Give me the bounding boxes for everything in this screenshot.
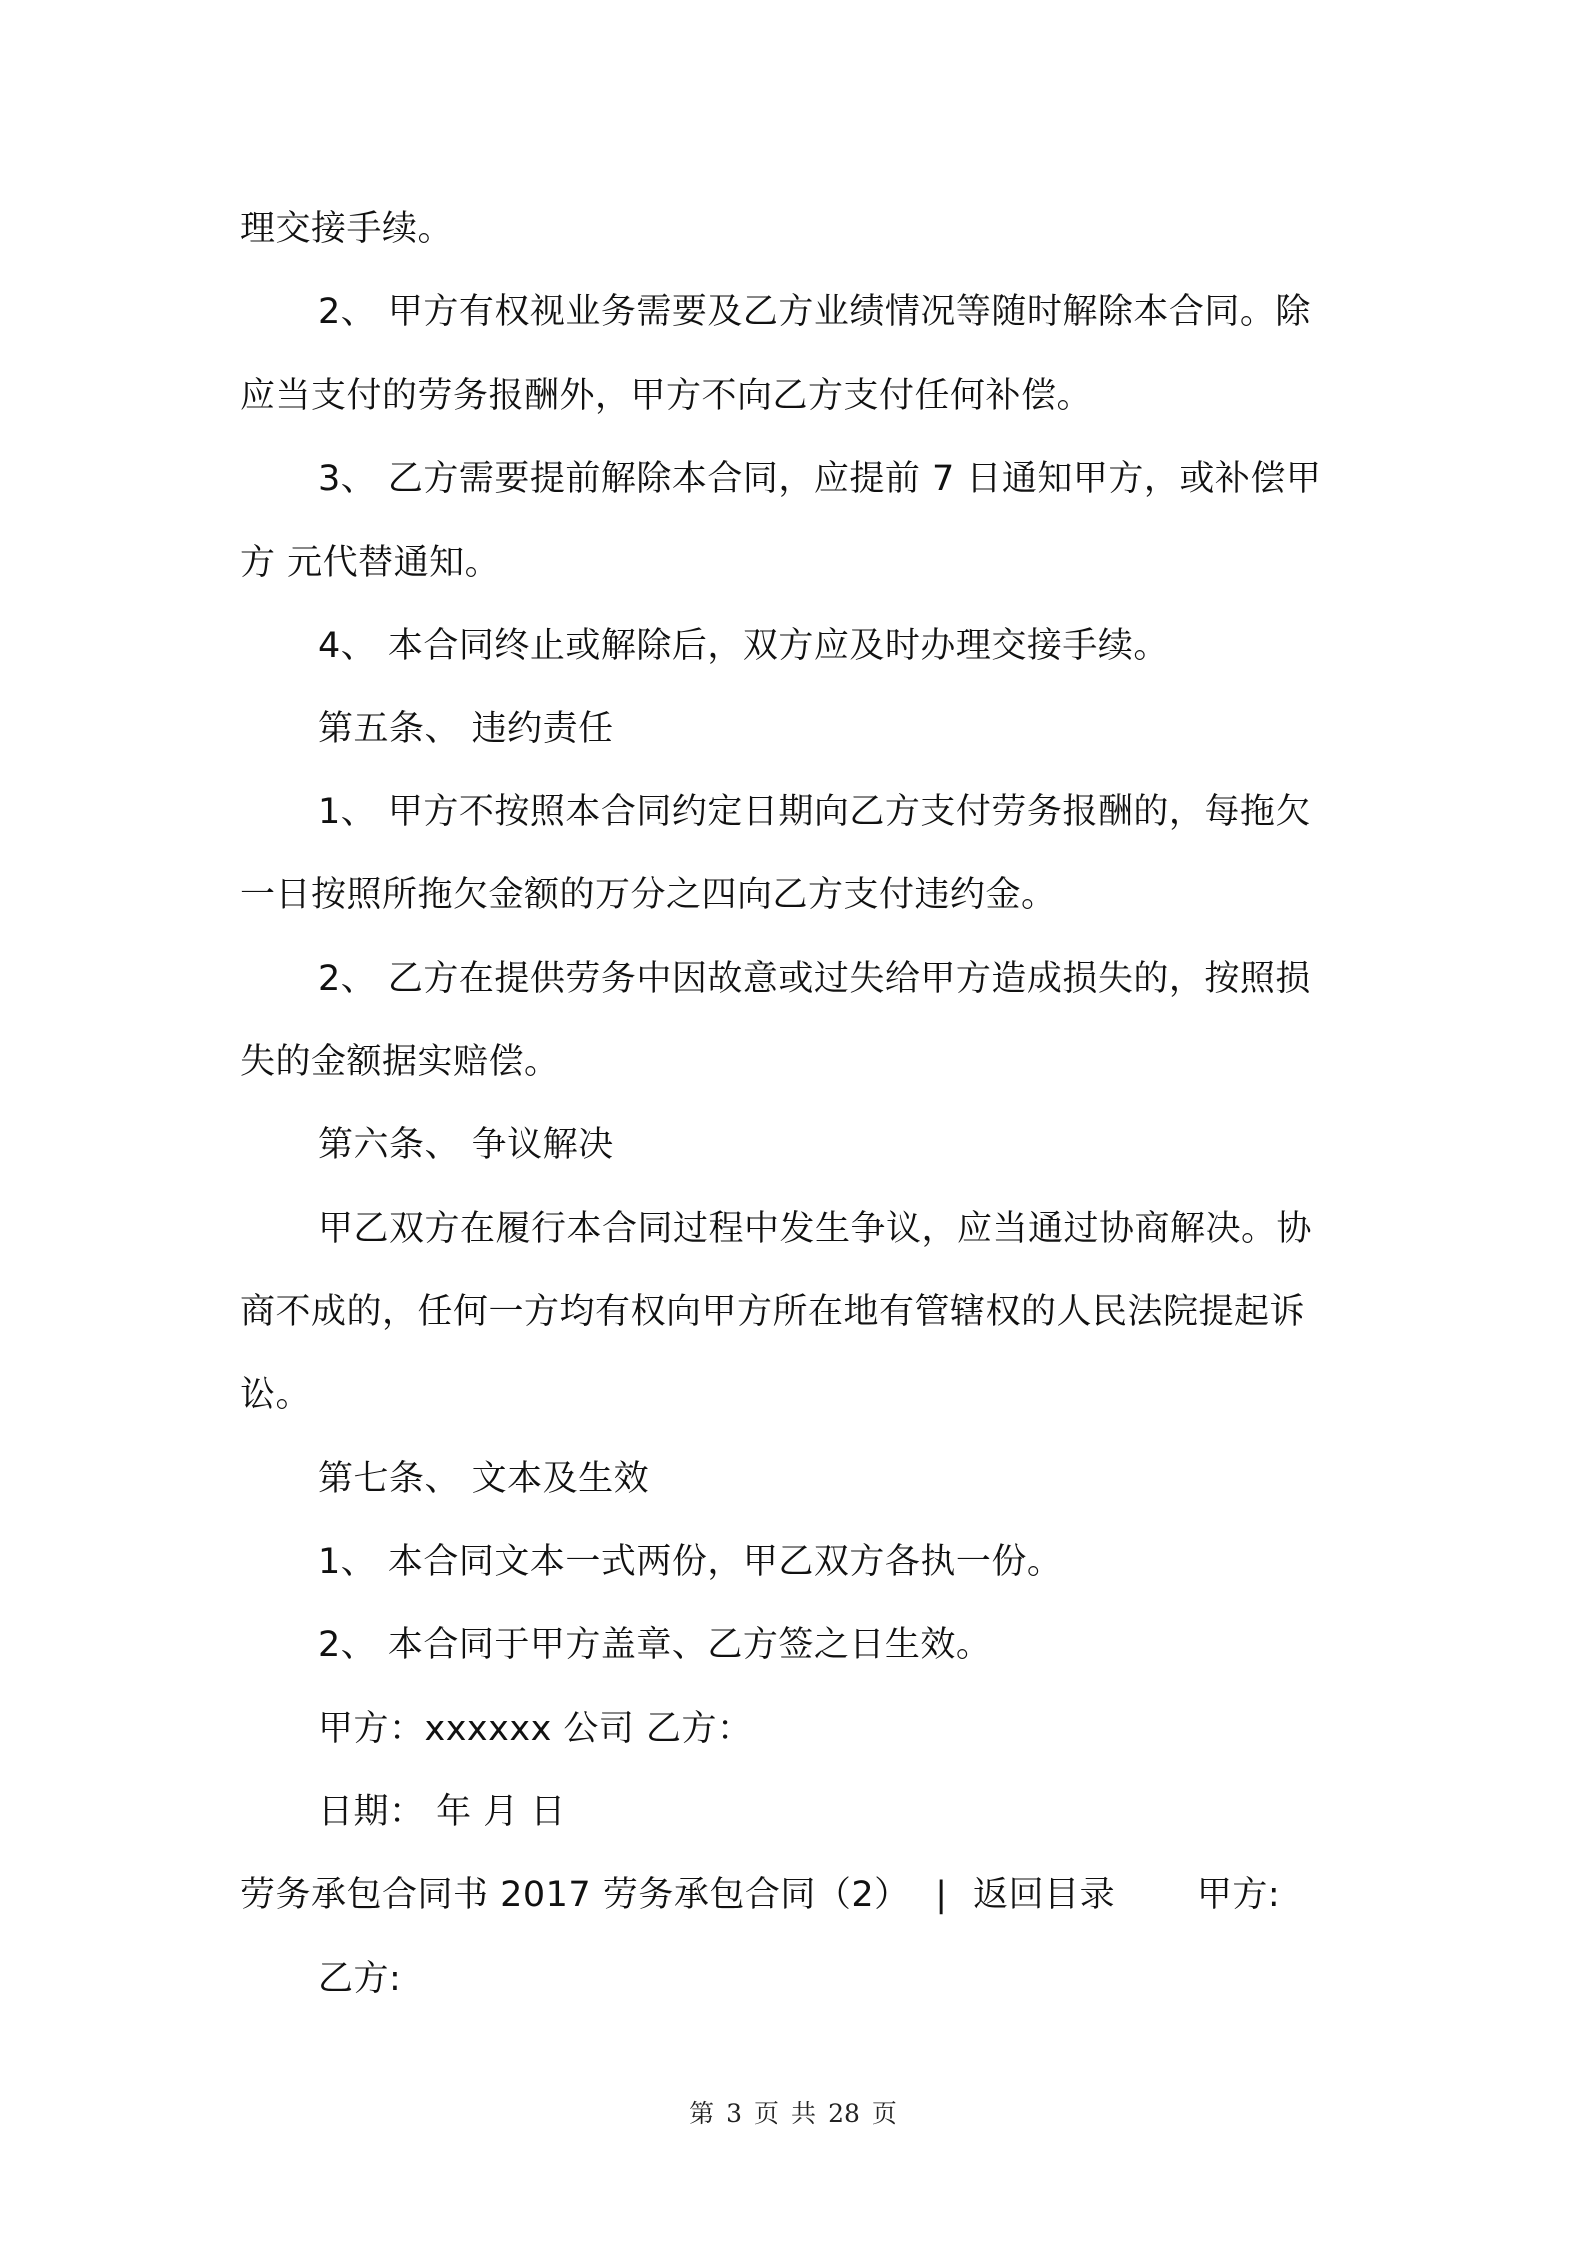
text-line-4: 3、 乙方需要提前解除本合同，应提前 7 日通知甲方，或补偿甲 bbox=[318, 459, 1322, 499]
current-page-number: 3 bbox=[726, 2099, 743, 2128]
section-heading-5: 第五条、 违约责任 bbox=[318, 709, 614, 749]
text-line-9: 一日按照所拖欠金额的万分之四向乙方支付违约金。 bbox=[240, 875, 1057, 915]
nav-separator: | bbox=[935, 1875, 948, 1915]
section-heading-7: 第七条、 文本及生效 bbox=[318, 1459, 650, 1499]
back-to-contents-link[interactable]: 返回目录 bbox=[973, 1875, 1116, 1915]
signature-line: 甲方：xxxxxx 公司 乙方： bbox=[318, 1709, 753, 1749]
page-footer bbox=[0, 2098, 1586, 2130]
text-line-13: 甲乙双方在履行本合同过程中发生争议，应当通过协商解决。协 bbox=[318, 1209, 1313, 1249]
related-doc-title: 劳务承包合同书 2017 劳务承包合同（2） bbox=[240, 1875, 910, 1915]
text-line-6: 4、 本合同终止或解除后，双方应及时办理交接手续。 bbox=[318, 626, 1169, 666]
footer-gong: 共 bbox=[791, 2099, 817, 2128]
text-line-14: 商不成的，任何一方均有权向甲方所在地有管辖权的人民法院提起诉 bbox=[240, 1292, 1306, 1332]
date-line: 日期： 年 月 日 bbox=[318, 1792, 566, 1832]
footer-di: 第 bbox=[689, 2099, 715, 2128]
text-line-1: 理交接手续。 bbox=[240, 209, 454, 249]
party-a-label: 甲方: bbox=[1196, 1875, 1281, 1915]
party-b-label: 乙方: bbox=[318, 1959, 402, 1999]
section-heading-6: 第六条、 争议解决 bbox=[318, 1125, 614, 1165]
total-pages-number: 28 bbox=[828, 2099, 860, 2128]
footer-ye2: 页 bbox=[871, 2099, 897, 2128]
text-line-11: 失的金额据实赔偿。 bbox=[240, 1042, 560, 1082]
text-line-3: 应当支付的劳务报酬外，甲方不向乙方支付任何补偿。 bbox=[240, 376, 1093, 416]
nav-line bbox=[240, 1873, 1280, 1917]
text-line-15: 讼。 bbox=[240, 1375, 312, 1415]
text-line-10: 2、 乙方在提供劳务中因故意或过失给甲方造成损失的，按照损 bbox=[318, 959, 1311, 999]
text-line-5: 方 元代替通知。 bbox=[240, 543, 501, 583]
text-line-2: 2、 甲方有权视业务需要及乙方业绩情况等随时解除本合同。除 bbox=[318, 292, 1311, 332]
text-line-17: 1、 本合同文本一式两份，甲乙双方各执一份。 bbox=[318, 1542, 1063, 1582]
text-line-18: 2、 本合同于甲方盖章、乙方签之日生效。 bbox=[318, 1625, 992, 1665]
text-line-8: 1、 甲方不按照本合同约定日期向乙方支付劳务报酬的，每拖欠 bbox=[318, 792, 1311, 832]
footer-ye: 页 bbox=[754, 2099, 780, 2128]
